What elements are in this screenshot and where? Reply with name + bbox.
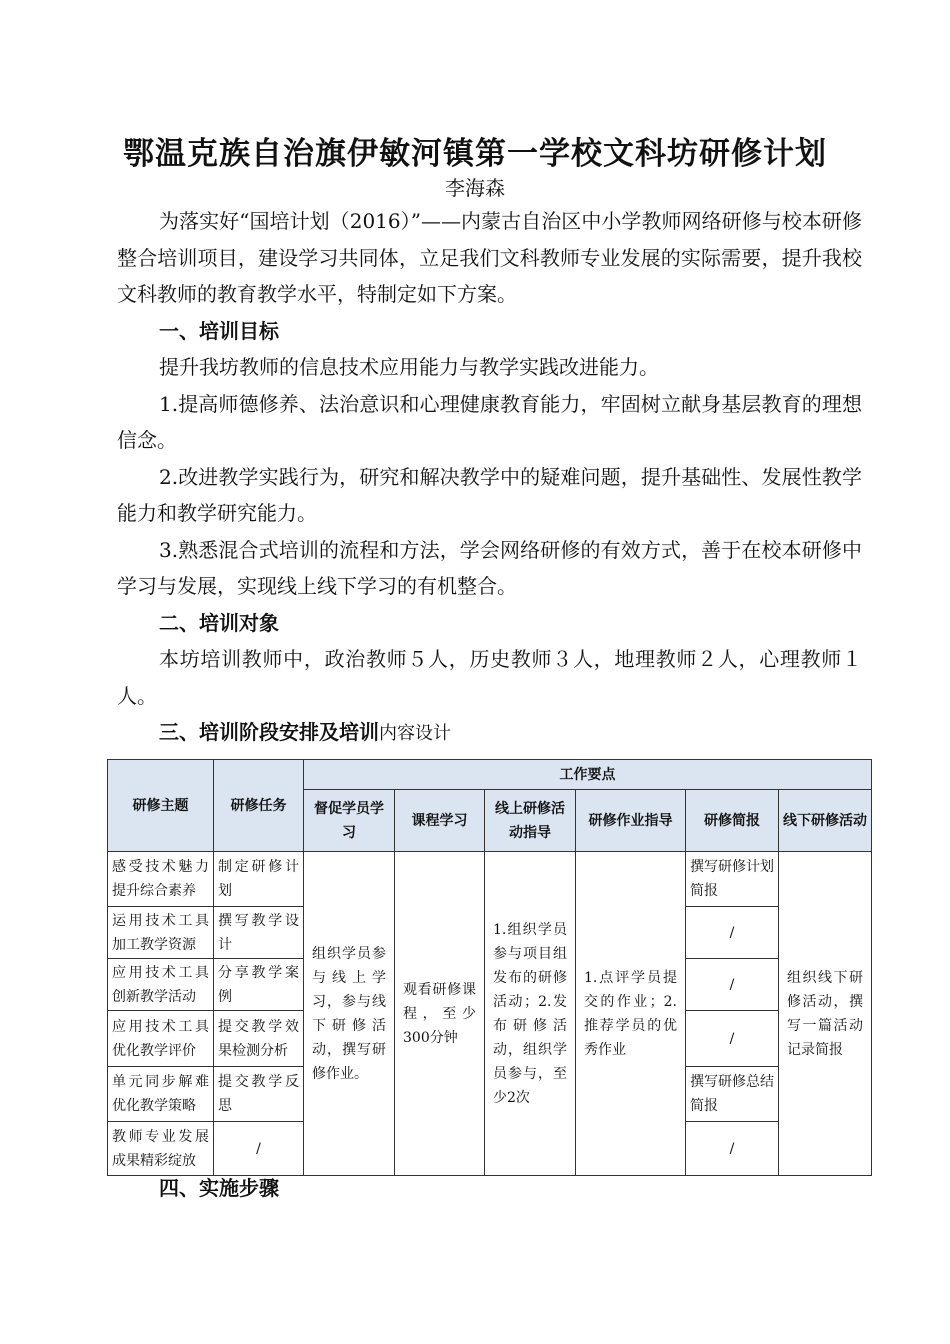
row-theme: 教师专业发展成果精彩绽放 <box>108 1122 214 1176</box>
section3-heading <box>117 714 862 753</box>
row-theme: 运用技术工具加工教学资源 <box>108 907 214 959</box>
row-brief: 撰写研修计划简报 <box>686 852 779 907</box>
row-theme: 单元同步解难优化教学策略 <box>108 1067 214 1122</box>
header-course: 课程学习 <box>395 790 485 852</box>
page-title: 鄂温克族自治旗伊敏河镇第一学校文科坊研修计划 <box>123 136 827 172</box>
row-task: 提交教学效果检测分析 <box>214 1011 304 1067</box>
row-brief: 撰写研修总结简报 <box>686 1067 779 1122</box>
header-supervise: 督促学员学习 <box>304 790 395 852</box>
header-homework: 研修作业指导 <box>576 790 686 852</box>
header-work-points: 工作要点 <box>304 760 872 790</box>
row-task: 提交教学反思 <box>214 1067 304 1122</box>
header-theme: 研修主题 <box>108 760 214 852</box>
cell-offline: 组织线下研修活动，撰写一篇活动记录简报 <box>779 852 872 1176</box>
intro-paragraph: 为落实好“国培计划（2016）”——内蒙古自治区中小学教师网络研修与校本研修整合培训项目，建设学习共同体，立足我们文科教师专业发展的实际需要，提升我校文科教师的教育教学水平，特制定如下方案。 <box>117 209 862 306</box>
header-brief: 研修简报 <box>686 790 779 852</box>
author-name: 李海森 <box>445 176 505 200</box>
row-task: 制定研修计划 <box>214 852 304 907</box>
section4-heading: 四、实施步骤 <box>159 1176 279 1200</box>
row-brief: / <box>686 1122 779 1176</box>
goal-item-3: 3.熟悉混合式培训的流程和方法，学会网络研修的有效方式，善于在校本研修中学习与发展，实现线上线下学习的有机整合。 <box>117 537 862 598</box>
section1-heading: 一、培训目标 <box>159 318 279 343</box>
section2-heading: 二、培训对象 <box>159 610 279 635</box>
row-brief: / <box>686 959 779 1011</box>
section2-text: 本坊培训教师中，政治教师５人，历史教师３人，地理教师２人，心理教师１人。 <box>117 647 862 708</box>
row-brief: / <box>686 1011 779 1067</box>
section1-lead: 提升我坊教师的信息技术应用能力与教学实践改进能力。 <box>159 355 659 379</box>
row-task: / <box>214 1122 304 1176</box>
cell-homework: 1.点评学员提交的作业；2.推荐学员的优秀作业 <box>576 852 686 1176</box>
cell-online: 1.组织学员参与项目组发布的研修活动；2.发布研修活动，组织学员参与，至少2次 <box>485 852 576 1176</box>
row-task: 分享教学案例 <box>214 959 304 1011</box>
header-online: 线上研修活动指导 <box>485 790 576 852</box>
header-offline: 线下研修活动 <box>779 790 872 852</box>
training-plan-table <box>107 759 872 1176</box>
section3-heading-normal: 内容设计 <box>379 723 451 744</box>
goal-item-2: 2.改进教学实践行为，研究和解决教学中的疑难问题，提升基础性、发展性教学能力和教学研究能力。 <box>117 464 862 525</box>
row-brief: / <box>686 907 779 959</box>
document-body <box>117 203 862 753</box>
row-theme: 应用技术工具创新教学活动 <box>108 959 214 1011</box>
header-task: 研修任务 <box>214 760 304 852</box>
goal-item-1: 1.提高师德修养、法治意识和心理健康教育能力，牢固树立献身基层教育的理想信念。 <box>117 391 862 452</box>
table-row <box>108 852 872 907</box>
cell-supervise: 组织学员参与线上学习，参与线下研修活动，撰写研修作业。 <box>304 852 395 1176</box>
row-task: 撰写教学设计 <box>214 907 304 959</box>
row-theme: 感受技术魅力提升综合素养 <box>108 852 214 907</box>
row-theme: 应用技术工具优化教学评价 <box>108 1011 214 1067</box>
section3-heading-bold: 三、培训阶段安排及培训 <box>159 720 379 744</box>
cell-course: 观看研修课程，至少300分钟 <box>395 852 485 1176</box>
